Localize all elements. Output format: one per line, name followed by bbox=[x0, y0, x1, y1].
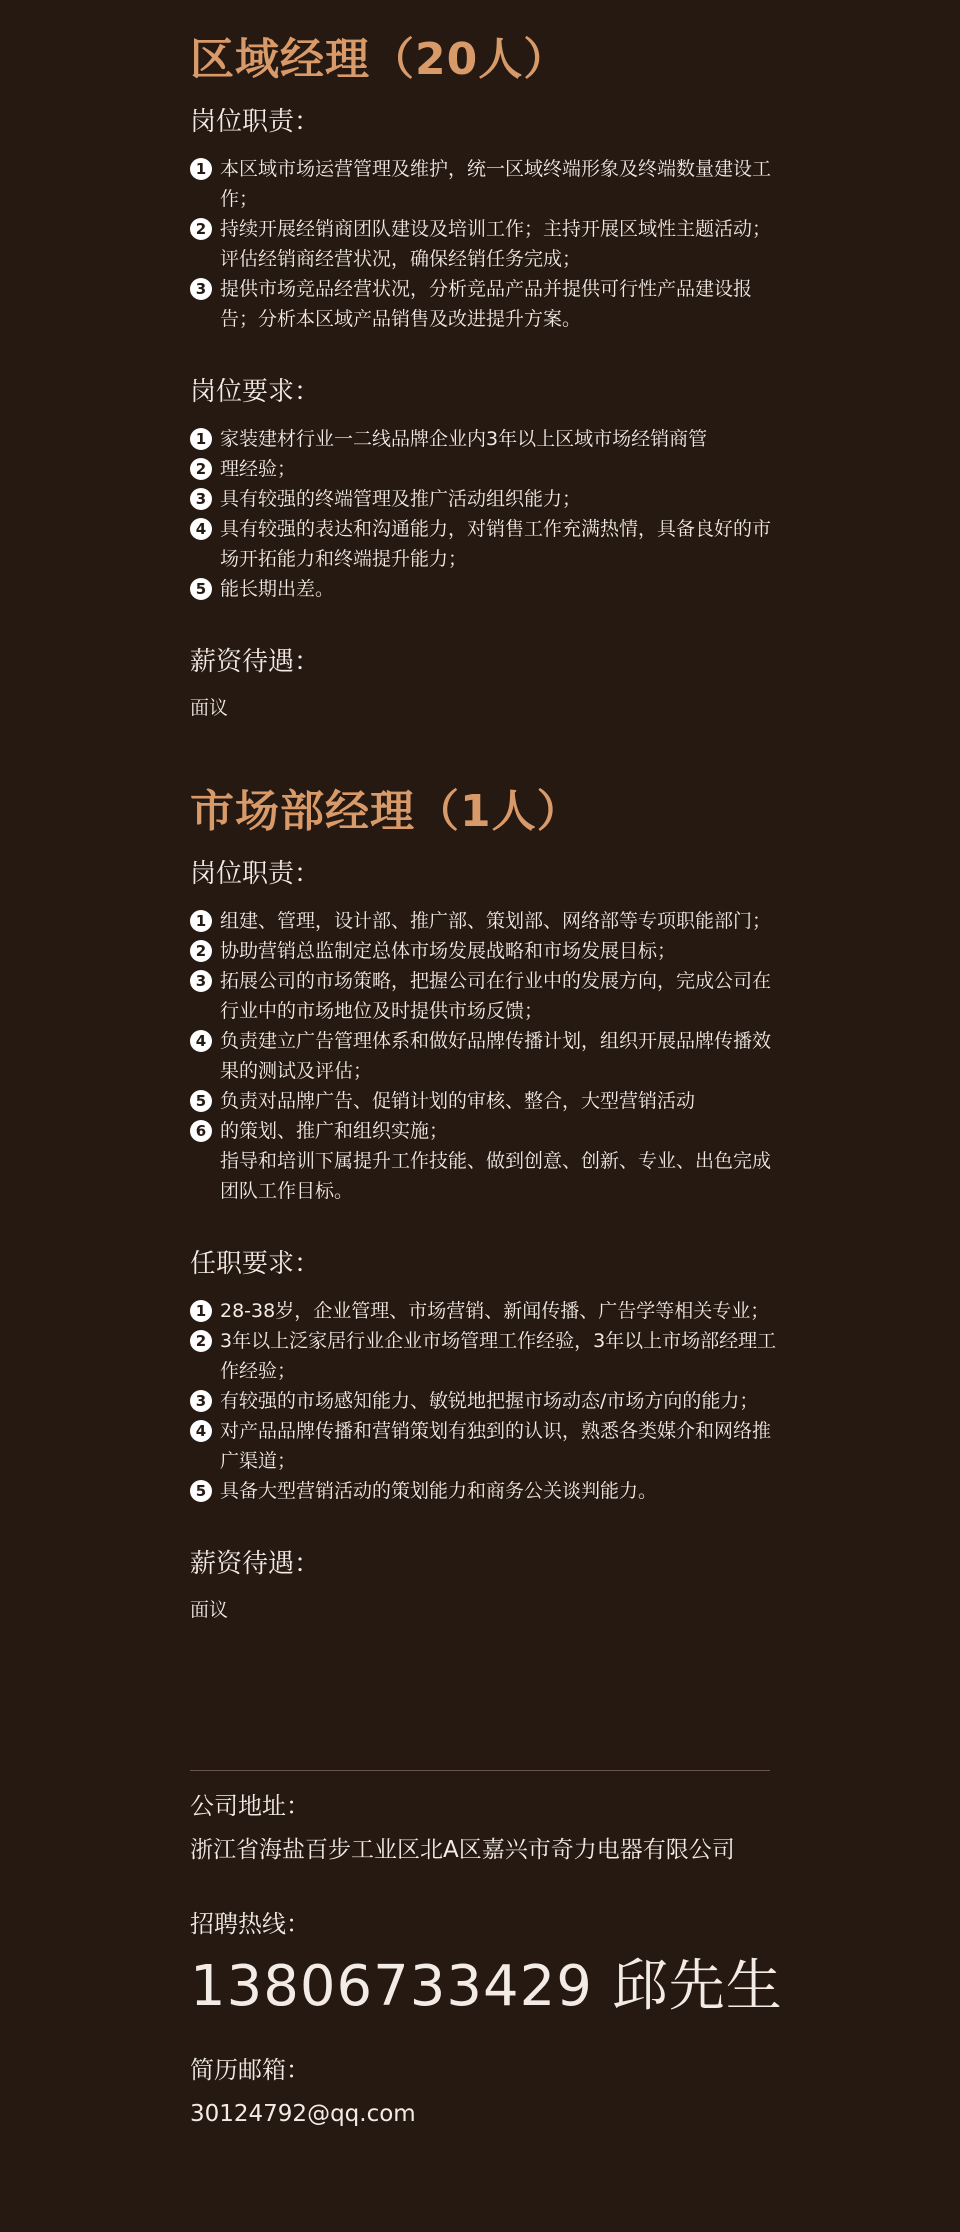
list-item-text: 能长期出差。 bbox=[220, 578, 335, 600]
contact-info bbox=[190, 1788, 790, 2132]
list-item-text: 28-38岁，企业管理、市场营销、新闻传播、广告学等相关专业； bbox=[220, 1300, 770, 1322]
list-item-text: 本区域市场运营管理及维护，统一区域终端形象及终端数量建设工作； bbox=[220, 158, 772, 210]
list-item bbox=[190, 966, 780, 1026]
list-item bbox=[190, 1116, 780, 1146]
number-badge-icon: 4 bbox=[190, 1030, 212, 1052]
divider bbox=[190, 1770, 770, 1771]
number-badge-icon: 5 bbox=[190, 1480, 212, 1502]
list-item bbox=[190, 574, 780, 604]
email-block bbox=[190, 2052, 790, 2132]
address-value: 浙江省海盐百步工业区北A区嘉兴市奇力电器有限公司 bbox=[190, 1837, 735, 1863]
list-item bbox=[190, 1386, 780, 1416]
number-badge-icon bbox=[190, 1150, 212, 1172]
job-listings bbox=[190, 0, 780, 1664]
list-item-text: 拓展公司的市场策略，把握公司在行业中的发展方向，完成公司在行业中的市场地位及时提供市场反馈； bbox=[220, 970, 772, 1022]
section-title: 薪资待遇： bbox=[190, 647, 321, 677]
list-item bbox=[190, 936, 780, 966]
number-badge-icon: 1 bbox=[190, 428, 212, 450]
number-badge-icon: 2 bbox=[190, 218, 212, 240]
number-badge-icon: 5 bbox=[190, 578, 212, 600]
address-block bbox=[190, 1788, 790, 1868]
salary-value: 面议 bbox=[190, 1599, 229, 1621]
hotline-label: 招聘热线： bbox=[190, 1910, 310, 1938]
section-title: 岗位职责： bbox=[190, 859, 321, 889]
list-item-text: 指导和培训下属提升工作技能、做到创意、创新、专业、出色完成团队工作目标。 bbox=[220, 1150, 772, 1202]
list-item-text: 对产品品牌传播和营销策划有独到的认识，熟悉各类媒介和网络推广渠道； bbox=[220, 1420, 772, 1472]
job-title: 市场部经理（1人） bbox=[190, 786, 582, 837]
list-item-text: 协助营销总监制定总体市场发展战略和市场发展目标； bbox=[220, 940, 677, 962]
section-title: 岗位要求： bbox=[190, 377, 321, 407]
list-item-text: 具有较强的表达和沟通能力，对销售工作充满热情，具备良好的市场开拓能力和终端提升能力； bbox=[220, 518, 772, 570]
requirements-list bbox=[190, 424, 780, 604]
list-item bbox=[190, 1296, 780, 1326]
list-item bbox=[190, 1476, 780, 1506]
number-badge-icon: 1 bbox=[190, 1300, 212, 1322]
duties-list bbox=[190, 906, 780, 1206]
section-title: 薪资待遇： bbox=[190, 1549, 321, 1579]
list-item-text: 家装建材行业一二线品牌企业内3年以上区域市场经销商管 bbox=[220, 428, 708, 450]
salary-value: 面议 bbox=[190, 697, 229, 719]
list-item-text: 理经验； bbox=[220, 458, 297, 480]
number-badge-icon: 3 bbox=[190, 278, 212, 300]
number-badge-icon: 3 bbox=[190, 1390, 212, 1412]
list-item-text: 负责建立广告管理体系和做好品牌传播计划，组织开展品牌传播效果的测试及评估； bbox=[220, 1030, 772, 1082]
section-title: 任职要求： bbox=[190, 1249, 321, 1279]
number-badge-icon: 2 bbox=[190, 458, 212, 480]
list-item bbox=[190, 154, 780, 214]
duties-list bbox=[190, 154, 780, 334]
number-badge-icon: 2 bbox=[190, 940, 212, 962]
number-badge-icon: 5 bbox=[190, 1090, 212, 1112]
list-item-text: 具备大型营销活动的策划能力和商务公关谈判能力。 bbox=[220, 1480, 658, 1502]
job-marketing-manager bbox=[190, 782, 780, 1624]
number-badge-icon: 2 bbox=[190, 1330, 212, 1352]
list-item-text: 3年以上泛家居行业企业市场管理工作经验，3年以上市场部经理工作经验； bbox=[220, 1330, 777, 1382]
list-item bbox=[190, 906, 780, 936]
list-item bbox=[190, 454, 780, 484]
duties-section bbox=[190, 104, 780, 334]
list-item bbox=[190, 274, 780, 334]
number-badge-icon: 4 bbox=[190, 1420, 212, 1442]
number-badge-icon: 3 bbox=[190, 488, 212, 510]
list-item bbox=[190, 1416, 780, 1476]
list-item bbox=[190, 1146, 780, 1206]
email-value[interactable]: 30124792@qq.com bbox=[190, 2101, 416, 2127]
salary-section bbox=[190, 1546, 780, 1624]
duties-section bbox=[190, 856, 780, 1206]
hotline-value[interactable]: 13806733429 邱先生 bbox=[190, 1954, 783, 2019]
list-item bbox=[190, 514, 780, 574]
requirements-section bbox=[190, 1246, 780, 1506]
hotline-block bbox=[190, 1906, 790, 2022]
job-regional-manager bbox=[190, 30, 780, 722]
list-item-text: 的策划、推广和组织实施； bbox=[220, 1120, 449, 1142]
salary-section bbox=[190, 644, 780, 722]
section-title: 岗位职责： bbox=[190, 107, 321, 137]
list-item-text: 提供市场竞品经营状况，分析竞品产品并提供可行性产品建设报告；分析本区域产品销售及改进提升方案。 bbox=[220, 278, 753, 330]
number-badge-icon: 4 bbox=[190, 518, 212, 540]
email-label: 简历邮箱： bbox=[190, 2056, 310, 2084]
number-badge-icon: 6 bbox=[190, 1120, 212, 1142]
number-badge-icon: 1 bbox=[190, 910, 212, 932]
list-item bbox=[190, 1086, 780, 1116]
requirements-list bbox=[190, 1296, 780, 1506]
list-item bbox=[190, 424, 780, 454]
job-title: 区域经理（20人） bbox=[190, 34, 569, 85]
list-item bbox=[190, 484, 780, 514]
address-label: 公司地址： bbox=[190, 1792, 310, 1820]
number-badge-icon: 3 bbox=[190, 970, 212, 992]
list-item-text: 负责对品牌广告、促销计划的审核、整合，大型营销活动 bbox=[220, 1090, 696, 1112]
list-item-text: 具有较强的终端管理及推广活动组织能力； bbox=[220, 488, 582, 510]
requirements-section bbox=[190, 374, 780, 604]
list-item-text: 有较强的市场感知能力、敏锐地把握市场动态/市场方向的能力； bbox=[220, 1390, 759, 1412]
list-item bbox=[190, 214, 780, 274]
list-item bbox=[190, 1326, 780, 1386]
list-item-text: 组建、管理，设计部、推广部、策划部、网络部等专项职能部门； bbox=[220, 910, 772, 932]
list-item bbox=[190, 1026, 780, 1086]
list-item-text: 持续开展经销商团队建设及培训工作；主持开展区域性主题活动；评估经销商经营状况，确保经销任务完成； bbox=[220, 218, 772, 270]
number-badge-icon: 1 bbox=[190, 158, 212, 180]
